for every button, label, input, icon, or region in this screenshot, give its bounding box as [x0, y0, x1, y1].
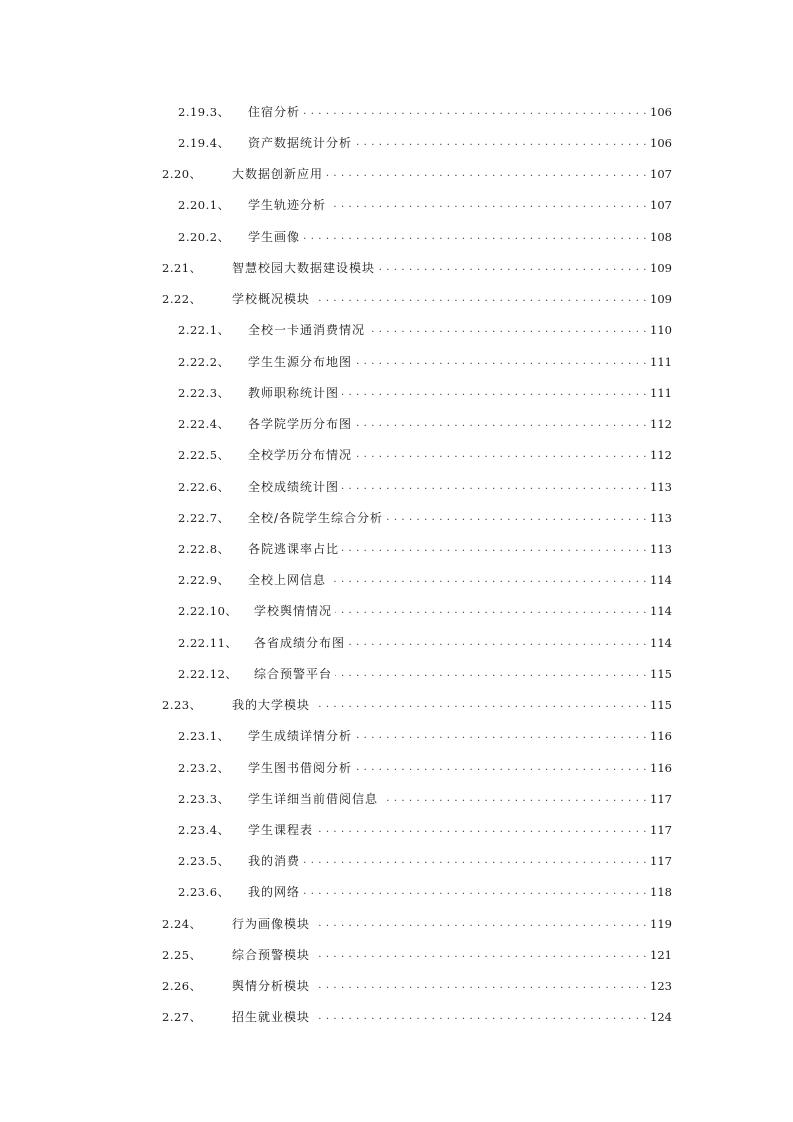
- dot-leader: [329, 570, 647, 590]
- toc-entry[interactable]: [178, 195, 672, 215]
- dot-leader: [342, 477, 647, 497]
- toc-entry-title: 教师职称统计图: [248, 386, 340, 400]
- toc-entry-number: 2.22.3、: [178, 386, 230, 400]
- toc-entry-page: 123: [650, 979, 672, 993]
- dot-leader: [378, 258, 647, 278]
- toc-entry-number: 2.20.1、: [178, 198, 230, 212]
- toc-entry-page: 106: [650, 136, 672, 150]
- toc-entry-page: 108: [650, 230, 672, 244]
- toc-entry[interactable]: [178, 820, 672, 840]
- toc-entry-page: 112: [650, 417, 672, 431]
- toc-entry-page: 117: [650, 854, 672, 868]
- toc-entry-title: 大数据创新应用: [232, 167, 324, 181]
- toc-entry-page: 124: [650, 1010, 672, 1024]
- toc-entry-page: 112: [650, 448, 672, 462]
- dot-leader: [355, 414, 647, 434]
- dot-leader: [386, 508, 647, 528]
- toc-entry-title: 各院逃课率占比: [248, 542, 340, 556]
- toc-entry[interactable]: [178, 352, 672, 372]
- toc-entry-title: 住宿分析: [248, 105, 301, 119]
- toc-entry-page: 116: [650, 761, 672, 775]
- toc-entry[interactable]: [178, 320, 672, 340]
- toc-entry-number: 2.22.10、: [178, 604, 238, 618]
- toc-entry[interactable]: [178, 133, 672, 153]
- toc-entry[interactable]: [162, 164, 672, 184]
- toc-entry-page: 109: [650, 292, 672, 306]
- toc-entry-number: 2.23.1、: [178, 729, 230, 743]
- toc-entry[interactable]: [162, 976, 672, 996]
- toc-entry-page: 107: [650, 198, 672, 212]
- dot-leader: [313, 695, 647, 715]
- toc-entry-title: 招生就业模块: [232, 1010, 311, 1024]
- dot-leader: [303, 102, 647, 122]
- toc-entry[interactable]: [162, 1007, 672, 1027]
- toc-entry-number: 2.19.4、: [178, 136, 230, 150]
- dot-leader: [335, 664, 647, 684]
- toc-entry-title: 学生生源分布地图: [248, 355, 353, 369]
- toc-entry-number: 2.22、: [162, 292, 202, 306]
- toc-entry-title: 全校/各院学生综合分析: [248, 511, 384, 525]
- dot-leader: [313, 945, 647, 965]
- toc-entry-page: 109: [650, 261, 672, 275]
- toc-entry-number: 2.22.9、: [178, 573, 230, 587]
- toc-entry-page: 119: [650, 917, 672, 931]
- toc-entry-page: 117: [650, 792, 672, 806]
- toc-entry-page: 115: [650, 698, 672, 712]
- toc-entry[interactable]: [178, 414, 672, 434]
- dot-leader: [335, 601, 647, 621]
- toc-entry-title: 我的网络: [248, 885, 301, 899]
- toc-entry-page: 114: [650, 573, 672, 587]
- dot-leader: [355, 133, 647, 153]
- toc-entry-number: 2.22.2、: [178, 355, 230, 369]
- toc-entry[interactable]: [178, 758, 672, 778]
- dot-leader: [303, 227, 647, 247]
- dot-leader: [348, 633, 647, 653]
- toc-entry-title: 综合预警平台: [254, 667, 333, 681]
- toc-entry-number: 2.22.12、: [178, 667, 238, 681]
- toc-entry-number: 2.22.7、: [178, 511, 230, 525]
- toc-entry-number: 2.23.6、: [178, 885, 230, 899]
- toc-entry[interactable]: [178, 477, 672, 497]
- toc-entry-title: 学校概况模块: [232, 292, 311, 306]
- toc-entry[interactable]: [178, 383, 672, 403]
- toc-entry-page: 115: [650, 667, 672, 681]
- toc-entry-number: 2.27、: [162, 1010, 202, 1024]
- toc-entry-page: 113: [650, 542, 672, 556]
- toc-entry[interactable]: [178, 570, 672, 590]
- toc-entry[interactable]: [178, 539, 672, 559]
- toc-entry-title: 全校成绩统计图: [248, 480, 340, 494]
- toc-entry[interactable]: [178, 851, 672, 871]
- dot-leader: [313, 976, 647, 996]
- toc-entry[interactable]: [178, 633, 672, 653]
- toc-entry-title: 智慧校园大数据建设模块: [232, 261, 376, 275]
- toc-entry[interactable]: [178, 726, 672, 746]
- toc-entry-number: 2.23.4、: [178, 823, 230, 837]
- toc-entry-page: 118: [650, 885, 672, 899]
- toc-entry-title: 综合预警模块: [232, 948, 311, 962]
- dot-leader: [313, 289, 647, 309]
- toc-entry[interactable]: [178, 601, 672, 621]
- toc-entry-number: 2.19.3、: [178, 105, 230, 119]
- toc-entry-title: 学生成绩详情分析: [248, 729, 353, 743]
- toc-entry-page: 111: [650, 386, 672, 400]
- toc-entry-number: 2.20、: [162, 167, 202, 181]
- toc-entry[interactable]: [162, 914, 672, 934]
- toc-entry-page: 107: [650, 167, 672, 181]
- toc-entry-title: 学生课程表: [248, 823, 314, 837]
- toc-entry-number: 2.23.2、: [178, 761, 230, 775]
- dot-leader: [313, 1007, 647, 1027]
- toc-entry-title: 各省成绩分布图: [254, 636, 346, 650]
- toc-entry-title: 全校一卡通消费情况: [248, 323, 366, 337]
- dot-leader: [326, 164, 647, 184]
- toc-entry-title: 学生画像: [248, 230, 301, 244]
- toc-entry-title: 全校学历分布情况: [248, 448, 353, 462]
- toc-entry[interactable]: [178, 882, 672, 902]
- dot-leader: [303, 882, 647, 902]
- toc-entry-page: 111: [650, 355, 672, 369]
- toc-entry[interactable]: [162, 289, 672, 309]
- toc-entry-page: 121: [650, 948, 672, 962]
- dot-leader: [313, 914, 647, 934]
- toc-entry-title: 舆情分析模块: [232, 979, 311, 993]
- toc-entry-number: 2.21、: [162, 261, 202, 275]
- toc-entry-number: 2.23.5、: [178, 854, 230, 868]
- toc-entry[interactable]: [162, 258, 672, 278]
- toc-entry[interactable]: [178, 445, 672, 465]
- toc-entry-page: 114: [650, 636, 672, 650]
- toc-entry-page: 117: [650, 823, 672, 837]
- dot-leader: [342, 383, 647, 403]
- toc-entry-title: 学生详细当前借阅信息: [248, 792, 379, 806]
- toc-entry-title: 学生图书借阅分析: [248, 761, 353, 775]
- toc-entry-number: 2.25、: [162, 948, 202, 962]
- toc-entry-number: 2.23、: [162, 698, 202, 712]
- toc-entry-number: 2.22.4、: [178, 417, 230, 431]
- toc-entry-number: 2.22.1、: [178, 323, 230, 337]
- toc-entry-title: 学校舆情情况: [254, 604, 333, 618]
- toc-entry-title: 学生轨迹分析: [248, 198, 327, 212]
- toc-entry-title: 行为画像模块: [232, 917, 311, 931]
- dot-leader: [329, 195, 647, 215]
- toc-entry-page: 116: [650, 729, 672, 743]
- toc-entry[interactable]: [178, 102, 672, 122]
- toc-entry-page: 110: [650, 323, 672, 337]
- toc-entry-page: 113: [650, 480, 672, 494]
- dot-leader: [303, 851, 647, 871]
- toc-entry-number: 2.22.8、: [178, 542, 230, 556]
- toc-entry-number: 2.22.5、: [178, 448, 230, 462]
- toc-entry-number: 2.26、: [162, 979, 202, 993]
- toc-entry-number: 2.22.11、: [178, 636, 238, 650]
- toc-entry-title: 全校上网信息: [248, 573, 327, 587]
- dot-leader: [355, 758, 647, 778]
- dot-leader: [368, 320, 647, 340]
- toc-entry[interactable]: [162, 695, 672, 715]
- dot-leader: [355, 726, 647, 746]
- dot-leader: [355, 352, 647, 372]
- toc-entry-number: 2.22.6、: [178, 480, 230, 494]
- toc-entry-title: 资产数据统计分析: [248, 136, 353, 150]
- dot-leader: [355, 445, 647, 465]
- toc-entry-title: 我的消费: [248, 854, 301, 868]
- toc-entry[interactable]: [178, 508, 672, 528]
- toc-entry[interactable]: [178, 227, 672, 247]
- toc-entry[interactable]: [162, 945, 672, 965]
- dot-leader: [316, 820, 647, 840]
- toc-entry-page: 113: [650, 511, 672, 525]
- toc-entry-number: 2.24、: [162, 917, 202, 931]
- toc-entry-page: 106: [650, 105, 672, 119]
- toc-entry-number: 2.23.3、: [178, 792, 230, 806]
- toc-entry[interactable]: [178, 664, 672, 684]
- toc-entry-page: 114: [650, 604, 672, 618]
- toc-entry-number: 2.20.2、: [178, 230, 230, 244]
- dot-leader: [381, 789, 647, 809]
- toc-entry-title: 我的大学模块: [232, 698, 311, 712]
- toc-entry-title: 各学院学历分布图: [248, 417, 353, 431]
- toc-entry[interactable]: [178, 789, 672, 809]
- dot-leader: [342, 539, 647, 559]
